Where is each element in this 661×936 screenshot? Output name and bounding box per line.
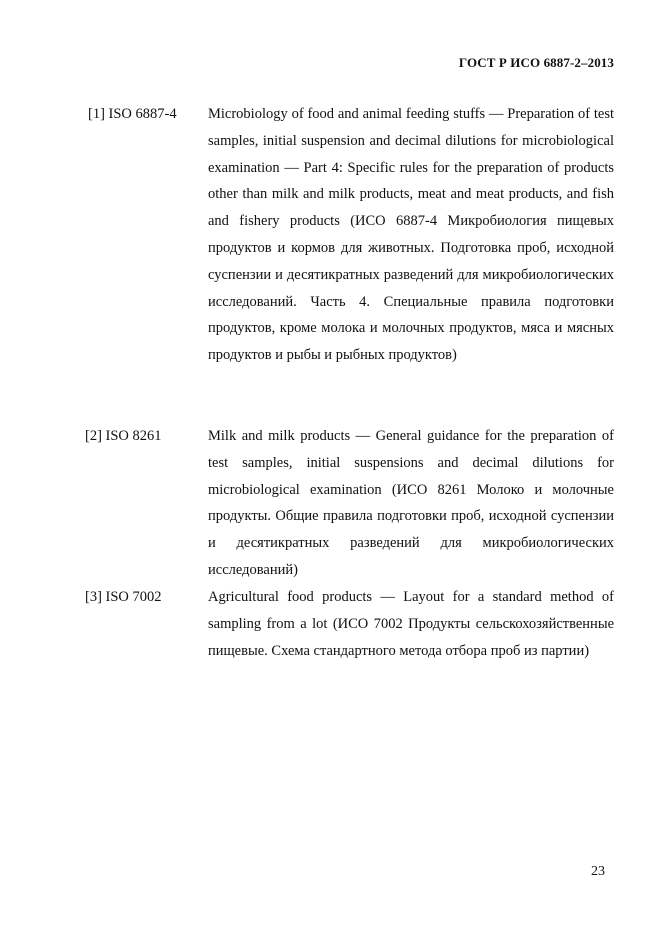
entry-1-reference: [1] ISO 6887-4 [88, 106, 177, 122]
entry-1-description [208, 101, 614, 369]
entry-3-description-text: Agricultural food products — Layout for a standard method of sampling from a lot (ИСО 7002 Продукты сельскохозяйственные пищевые. Схема стандартного метода отбора проб из партии) [208, 589, 614, 659]
document-header-code: ГОСТ Р ИСО 6887-2–2013 [458, 55, 614, 70]
page-number: 23 [591, 864, 605, 879]
entry-3-reference: [3] ISO 7002 [85, 589, 162, 605]
entry-1-description-text: Microbiology of food and animal feeding stuffs — Preparation of test samples, initial suspension and decimal dilutions for microbiological examination — Part 4: Specific rules for the preparation of products other than milk and milk products, meat and meat products, and fish and fishery products (ИСО 6887-4 Микробиология пищевых продуктов и кормов для животных. Подготовка проб, исходной суспензии и десятикратных разведений для микробиологических исследований. Часть 4. Специальные правила подготовки продуктов, кроме молока и молочных продуктов, мяса и мясных продуктов и рыбы и рыбных продуктов) [208, 106, 614, 364]
entry-2-reference: [2] ISO 8261 [85, 428, 162, 444]
entry-3-description [208, 584, 614, 664]
entry-2-description [208, 423, 614, 584]
entry-2-description-text: Milk and milk products — General guidance for the preparation of test samples, initial suspensions and decimal dilutions for microbiological examination (ИСО 8261 Молоко и молочные продукты. Общие правила подготовки проб, исходной суспензии и десятикратных разведений для микробиологических исследований) [208, 428, 614, 578]
